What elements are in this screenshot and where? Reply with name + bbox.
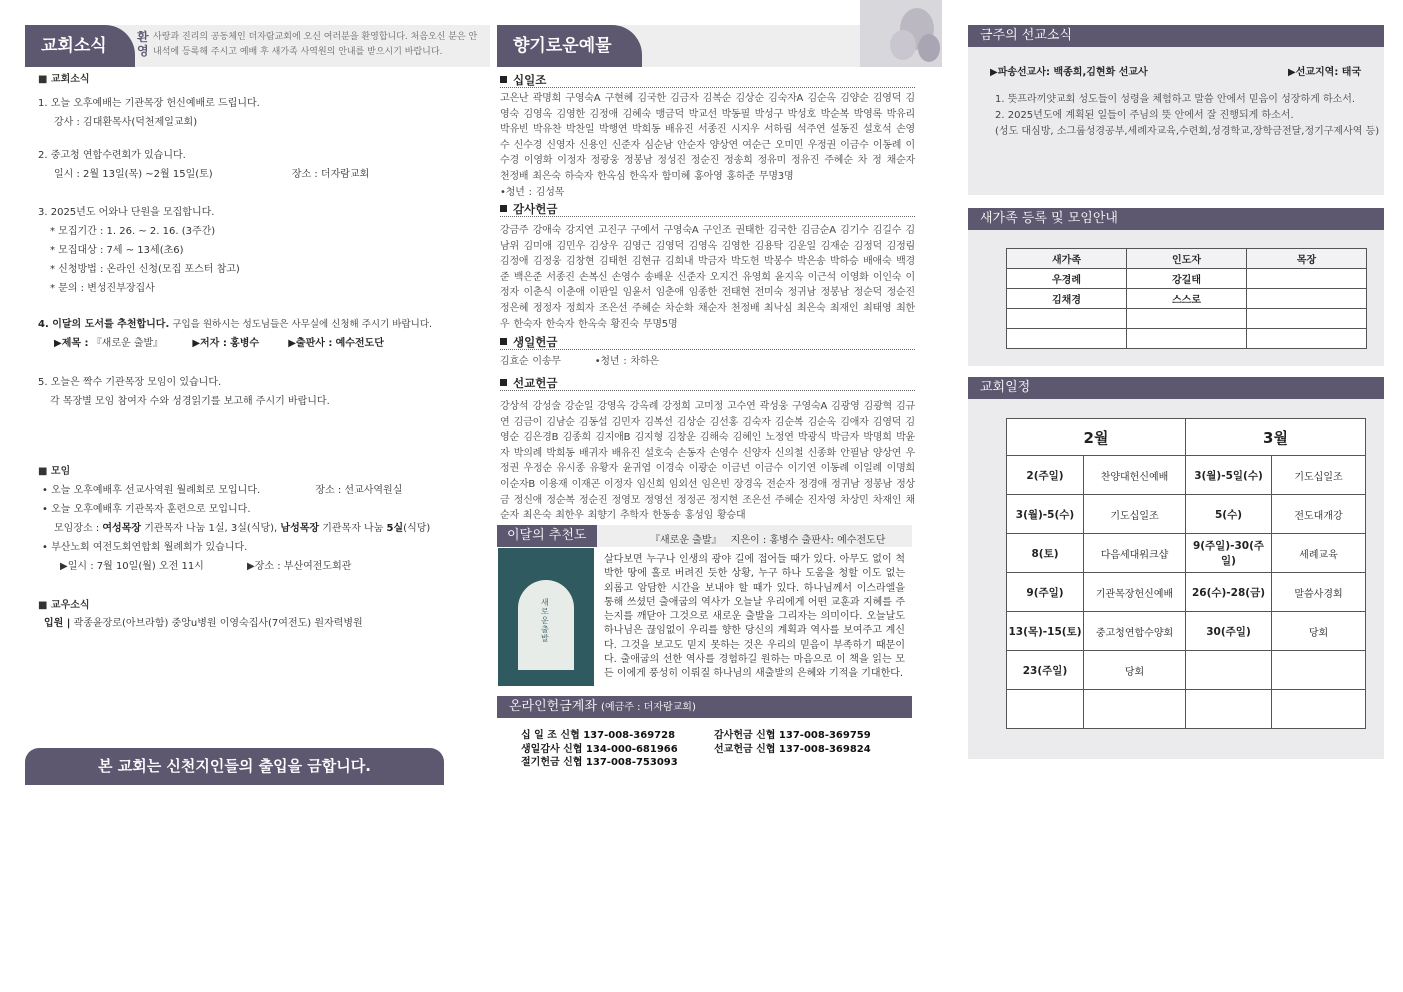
- book-title-label: ▶제목 :: [54, 338, 89, 349]
- missionary-name: ▶파송선교사: 백종희,김현화 선교사: [990, 67, 1148, 78]
- member-news-text: 곽종윤장로(아브라함) 중앙u병원 이영숙집사(7여전도) 원자력병원: [73, 618, 363, 629]
- book-publisher-value: 예수전도단: [335, 338, 384, 349]
- schedule-date: [1186, 651, 1272, 690]
- meeting-1-text: • 오늘 오후예배후 선교사역원 월례회로 모입니다.: [42, 485, 261, 496]
- table-row: [1007, 456, 1366, 495]
- mission-offering-section: [500, 375, 915, 524]
- schedule-event: 전도대개강: [1272, 495, 1366, 534]
- notice-banner: 본 교회는 신천지인들의 출입을 금합니다.: [25, 748, 444, 785]
- birthday-youth: •청년 : 차하은: [594, 356, 659, 367]
- mission-prayer-list: [995, 92, 1380, 139]
- news-item-4: [38, 315, 458, 353]
- news-item-5-text: 5. 오늘은 짝수 기관목장 모임이 있습니다.: [38, 377, 222, 388]
- account-header: [497, 696, 912, 718]
- table-cell: [1007, 329, 1127, 349]
- tithe-youth: •청년 : 김성목: [500, 186, 565, 198]
- book-author-value: 홍병수: [230, 338, 260, 349]
- meeting-2-sub: [38, 519, 458, 538]
- meeting-3-date: ▶일시 : 7월 10일(월) 오전 11시: [60, 561, 204, 572]
- meeting-3: • 부산노회 여전도회연합회 월례회가 있습니다.: [42, 542, 248, 553]
- table-cell: 우경례: [1007, 269, 1127, 289]
- meeting-2-men-room: 기관목자 나눔: [319, 523, 387, 534]
- table-row: [1007, 534, 1366, 573]
- meeting-2-women-room: 기관목자 나눔 1실, 3실(식당),: [141, 523, 281, 534]
- meeting-2-men-room-number: 5실: [386, 523, 404, 534]
- table-row: [1007, 612, 1366, 651]
- table-cell: 스스로: [1127, 289, 1247, 309]
- news-item-4-book: [38, 334, 458, 353]
- birthday-title-text: 생일헌금: [513, 335, 558, 349]
- news-item-3-text: 3. 2025년도 어와나 단원을 모집합니다.: [38, 207, 215, 218]
- month-header-mar: 3월: [1186, 419, 1366, 456]
- book-publisher-label: ▶출판사 :: [288, 338, 333, 349]
- schedule-date: 8(토): [1007, 534, 1084, 573]
- table-cell: 강길태: [1127, 269, 1247, 289]
- welcome-text: 사랑과 진리의 공동체인 더자람교회에 오신 여러분을 환영합니다. 처음오신 분은 안내석에 등록해 주시고 예배 후 새가족 사역원의 안내를 받으시기 바랍니다.: [153, 32, 478, 57]
- thanks-names: 강금주 강애숙 강지연 고진구 구예서 구영숙A 구인조 권태한 김국한 김금순A 김기수 김길수 김남위 김미애 김민우 김상우 김영근 김영덕 김영옥 김영한 김용탁 김운일 김재순 김정덕 김정림 김정애 김정웅 김창현 김태헌 김현규 김희내 박금자 박도헌 박봉수 박은송 박하승 배애숙 백경준 백은준 서종진 손복신 손영수 송배운 신준자 오지건 유영희 윤지옥 이근석 이영화 이인숙 이정자 이춘식 이춘애 이판일 임윤서 임춘애 임종한 전태현 전미숙 정귀남 정봉남 정순덕 정순진 정은혜 정정자 정희자 조은선 주혜순 차순화 채순자 천정배 최낙심 최은숙 최재인 최태영 최한우 한숙자 한숙자 한옥숙 황진숙 무명5명: [500, 225, 915, 330]
- table-cell: [1007, 309, 1127, 329]
- table-cell: [1127, 309, 1247, 329]
- table-row: [1007, 289, 1367, 309]
- book-author-publisher: 지은이 : 홍병수 출판사: 예수전도단: [730, 535, 886, 546]
- schedule-date: 9(주일)-30(주일): [1186, 534, 1272, 573]
- schedule-date: 23(주일): [1007, 651, 1084, 690]
- account-thanks: 감사헌금 신협 137-008-369759: [714, 730, 871, 741]
- welcome-label: 환영: [137, 30, 149, 58]
- table-cell: [1127, 329, 1247, 349]
- schedule-event: 다음세대워크샵: [1084, 534, 1186, 573]
- account-list-left: [521, 729, 678, 770]
- news-tab-title: 교회소식: [25, 25, 135, 67]
- mission-offering-names: 강상석 강성술 강순일 강영옥 강옥례 강정희 고미정 고수연 곽성웅 구영숙A 김광영 김광혁 김규연 김금이 김남순 김동섭 김민자 김복선 김상순 김선홍 김숙자 김순복 김순옥 김애자 김영덕 김영순 김은경B 김종희 김지애B 김지형 김창운 김해숙 김혜인 노정연 박광식 박금자 박명희 박윤자 박의례 박희동 배귀자 배유진 설호숙 손동자 손영수 신양자 신의철 신종화 안필남 양상연 우정권 우정순 유시종 유황자 윤귀엽 이경숙 이광순 이금년 이금수 이기연 이동례 이일례 이명희 이순자B 이용재 이재곤 이정자 임신희 임외선 임은빈 장경옥 전순자 정경애 정귀남 정봉남 정상금 정신애 정순복 정순진 정영모 정영선 정정곤 정지현 조은선 주혜순 진자영 차상민 차재인 채순자 최은숙 최한우 최향기 추학자 한동송 홍성임 황승대: [500, 401, 915, 522]
- account-tithe: 십 일 조 신협 137-008-369728: [521, 730, 676, 741]
- account-birthday: 생일감사 신협 134-000-681966: [521, 743, 678, 755]
- new-family-table: [1006, 248, 1367, 349]
- thanks-section: [500, 201, 915, 332]
- eggs-image: [860, 0, 942, 67]
- news-item-1-sub: 강사 : 김대환목사(덕천제일교회): [54, 117, 198, 128]
- schedule-event: [1084, 690, 1186, 729]
- meeting-2: • 오늘 오후예배후 기관목자 훈련으로 모입니다.: [42, 504, 251, 515]
- news-item-1: [38, 94, 458, 132]
- news-item-5-sub: 각 목장별 모임 참여자 수와 성경읽기를 보고해 주시기 바랍니다.: [50, 396, 330, 407]
- book-meta: [650, 531, 885, 546]
- book-cover-title: 새로운 출발: [541, 598, 549, 643]
- news-item-4-line: [38, 319, 432, 330]
- column-header: 새가족: [1007, 249, 1127, 269]
- schedule-event: 세례교육: [1272, 534, 1366, 573]
- schedule-date: 26(수)-28(금): [1186, 573, 1272, 612]
- mission-news-title: 금주의 선교소식: [968, 25, 1384, 47]
- mission-region: ▶선교지역: 태국: [1288, 67, 1362, 78]
- news-item-2-place: 장소 : 더자람교회: [291, 169, 370, 180]
- table-cell: [1247, 329, 1367, 349]
- meeting-1-place: 장소 : 선교사역원실: [315, 485, 403, 496]
- book-cover-image: [498, 548, 594, 686]
- column-header: 목장: [1247, 249, 1367, 269]
- thanks-title-text: 감사헌금: [513, 202, 558, 216]
- thanks-title: [500, 201, 915, 217]
- news-item-1-text: 1. 오늘 오후예배는 기관목장 헌신예배로 드립니다.: [38, 98, 260, 109]
- schedule-event: 당회: [1084, 651, 1186, 690]
- square-bullet-icon: [500, 338, 507, 345]
- schedule-date: 9(주일): [1007, 573, 1084, 612]
- book-description: 살다보면 누구나 인생의 광야 길에 접어들 때가 있다. 아무도 없이 척박한 땅에 홀로 버려진 듯한 상황, 누구 하나 도움을 청할 이도 없는 외롭고 암담한 시간을 보내야 할 때가 있다. 하나님께서 이스라엘을 통해 쓰셨던 출애굽의 역사가 오늘날 우리에게 어떤 교훈과 지혜를 주는지를 깨닫아 그것으로 새로운 출발을 그리자는 의미이다. 오늘날도 하나님은 끊임없이 우리를 향한 당신의 계획과 역사를 보여주고 계신다. 그것을 보고도 믿지 못하는 것은 우리의 믿음이 부족하기 때문이다. 출애굽의 선한 역사를 경험하길 원하는 마음으로 이 책을 읽는 모든 이에게 풍성히 이뤄질 하나님의 새출발의 은혜와 기적을 기대한다.: [604, 554, 905, 680]
- news-item-3-sub: * 문의 : 변성진부장집사: [50, 283, 155, 294]
- news-item-3-sub: * 모집대상 : 7세 ~ 13세(초6): [50, 245, 184, 256]
- column-header: 인도자: [1127, 249, 1247, 269]
- table-header-row: [1007, 419, 1366, 456]
- schedule-date: [1186, 690, 1272, 729]
- table-row: [1007, 329, 1367, 349]
- news-item-2-text: 2. 중고청 연합수련회가 있습니다.: [38, 150, 186, 161]
- birthday-section: [500, 334, 915, 370]
- schedule-event: 당회: [1272, 612, 1366, 651]
- mission-offering-title: [500, 375, 915, 391]
- schedule-event: 중고청연합수양회: [1084, 612, 1186, 651]
- square-bullet-icon: [500, 76, 507, 83]
- schedule-title: 교회일정: [968, 377, 1384, 399]
- birthday-names: [500, 354, 915, 370]
- table-row: [1007, 309, 1367, 329]
- meeting-title: ■ 모임: [38, 466, 71, 477]
- tithe-section: [500, 72, 915, 200]
- member-news-label: 입원 |: [44, 618, 71, 629]
- meeting-3-place: ▶장소 : 부산여전도회관: [247, 561, 352, 572]
- meeting-2-men-room-suffix: (식당): [403, 523, 431, 534]
- schedule-event: 찬양대헌신예배: [1084, 456, 1186, 495]
- schedule-event: 기관목장헌신예배: [1084, 573, 1186, 612]
- mission-offering-title-text: 선교헌금: [513, 376, 558, 390]
- schedule-event: 기도십일조: [1084, 495, 1186, 534]
- meeting-list: [38, 481, 458, 576]
- schedule-date: 30(주일): [1186, 612, 1272, 651]
- news-item-3: [38, 203, 458, 298]
- news-item-4-bold: 4. 이달의 도서를 추천합니다.: [38, 319, 170, 330]
- schedule-event: [1272, 651, 1366, 690]
- schedule-date: 5(수): [1186, 495, 1272, 534]
- table-cell: [1247, 289, 1367, 309]
- worship-tab-title: 향기로운예물: [497, 25, 642, 67]
- table-cell: [1247, 309, 1367, 329]
- table-row: [1007, 651, 1366, 690]
- mission-prayer-3: (성도 대심방, 소그룹성경공부,세례자교육,수련회,성경학교,장학금전달,정기구제사역 등): [995, 125, 1380, 137]
- table-row: [1007, 495, 1366, 534]
- schedule-event: 기도십일조: [1272, 456, 1366, 495]
- schedule-table: [1006, 418, 1366, 729]
- birthday-names-text: 김효순 이송무: [500, 356, 561, 367]
- tithe-title-text: 십일조: [513, 73, 547, 87]
- table-header-row: [1007, 249, 1367, 269]
- book-title: 『새로운 출발』: [650, 535, 722, 546]
- schedule-event: [1272, 690, 1366, 729]
- table-cell: [1247, 269, 1367, 289]
- birthday-title: [500, 334, 915, 350]
- new-family-title: 새가족 등록 및 모임안내: [968, 208, 1384, 230]
- schedule-date: 13(목)-15(토): [1007, 612, 1084, 651]
- news-item-2: [38, 146, 458, 184]
- account-owner: (예금주 : 더자람교회): [601, 702, 696, 713]
- schedule-event: 말씀사경회: [1272, 573, 1366, 612]
- schedule-date: [1007, 690, 1084, 729]
- meeting-2-women: 여성목장: [102, 523, 142, 534]
- member-news-title: ■ 교우소식: [38, 600, 90, 611]
- news-item-5: [38, 373, 458, 411]
- square-bullet-icon: [500, 379, 507, 386]
- tithe-title: [500, 72, 915, 88]
- meeting-2-place-label: 모임장소 :: [54, 523, 103, 534]
- table-row: [1007, 690, 1366, 729]
- square-bullet-icon: [500, 205, 507, 212]
- mission-prayer-2: 2. 2025년도에 계획된 일들이 주님의 뜻 안에서 잘 진행되게 하소서.: [995, 109, 1294, 121]
- book-title-value: 『새로운 출발』: [91, 338, 164, 349]
- news-item-4-rest: 구입을 원하시는 성도님들은 사무실에 신청해 주시기 바랍니다.: [169, 319, 433, 330]
- book-author-label: ▶저자 :: [192, 338, 227, 349]
- schedule-date: 3(월)-5일(수): [1186, 456, 1272, 495]
- meeting-1: [38, 481, 458, 500]
- mission-prayer-1: 1. 뜻프라끼얏교회 성도들이 성령을 체험하고 말씀 안에서 믿음이 성장하게 하소서.: [995, 94, 1356, 105]
- account-seasonal: 절기헌금 신협 137-008-753093: [521, 757, 678, 768]
- news-item-2-sub: [38, 165, 458, 184]
- book-section-title: 이달의 추천도: [497, 525, 597, 547]
- news-item-2-date: 일시 : 2월 13일(목) ~2월 15일(토): [54, 169, 213, 180]
- schedule-date: 2(주일): [1007, 456, 1084, 495]
- news-section-title: ■ 교회소식: [38, 74, 90, 85]
- meeting-3-sub: [38, 557, 458, 576]
- schedule-date: 3(월)-5(수): [1007, 495, 1084, 534]
- tithe-names: 고은난 곽명희 구영숙A 구현혜 김국한 김금자 김복순 김상순 김숙자A 김순옥 김양순 김영덕 김영숙 김영옥 김영한 김정애 김혜숙 맹금덕 박교선 박동필 박성구 박성호 박순복 박영록 박유리 박유빈 박유찬 박찬일 박행연 박희동 배유진 서종진 시지우 서하림 석주연 설동진 설호석 손영수 신수경 신영자 신용인 신준자 심순남 안순자 양상연 여순근 오미민 우정권 이금수 이동례 이수경 이영화 이정자 정광웅 정봉남 정성진 정순진 정송희 정유미 정유진 주혜순 차 정 채순자 천정배 최은숙 하숙자 한옥심 한옥자 함미혜 홍아영 홍하준 무명3명: [500, 93, 915, 182]
- table-row: [1007, 269, 1367, 289]
- table-cell: 김채경: [1007, 289, 1127, 309]
- egg-shape: [918, 34, 940, 62]
- account-mission: 선교헌금 신협 137-008-369824: [714, 743, 871, 755]
- member-news: [38, 614, 458, 633]
- news-item-3-sub: * 모집기간 : 1. 26. ~ 2. 16. (3주간): [50, 226, 216, 237]
- meeting-2-men: 남성목장: [280, 523, 320, 534]
- news-item-3-sub: * 신청방법 : 온라인 신청(모집 포스터 참고): [50, 264, 240, 275]
- account-list-right: [714, 729, 871, 756]
- egg-shape: [890, 30, 916, 60]
- table-row: [1007, 573, 1366, 612]
- month-header-feb: 2월: [1007, 419, 1186, 456]
- account-title: 온라인헌금계좌: [509, 699, 597, 714]
